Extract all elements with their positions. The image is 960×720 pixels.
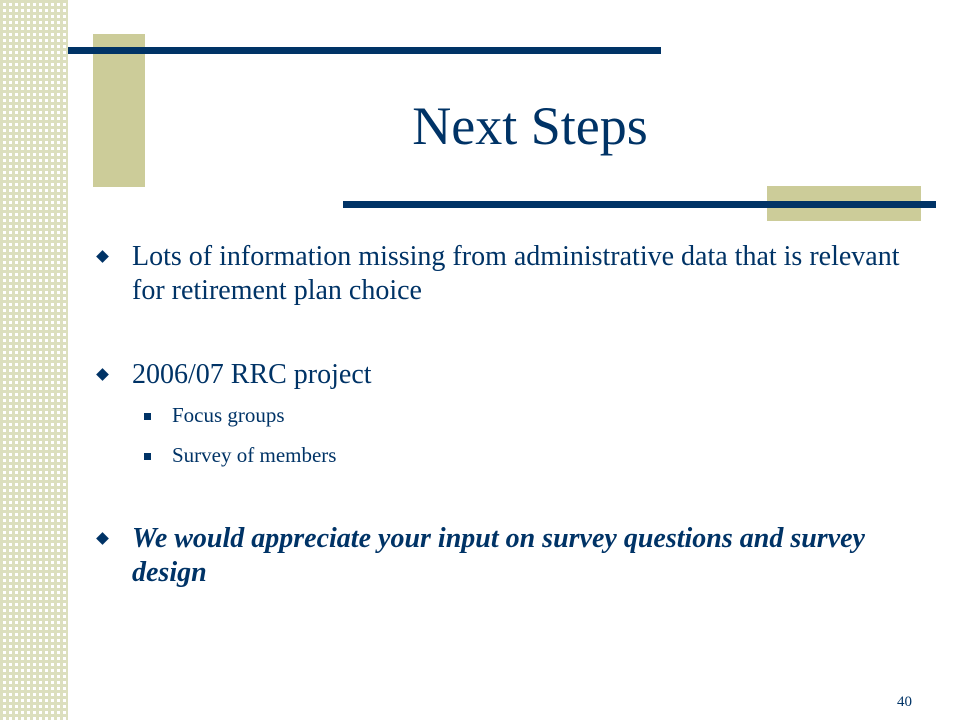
navy-rule-bottom bbox=[343, 201, 936, 208]
sub-bullet-list bbox=[96, 402, 916, 468]
page-number: 40 bbox=[897, 694, 912, 710]
square-bullet-icon bbox=[144, 453, 151, 460]
sub-bullet-text: Focus groups bbox=[172, 403, 285, 427]
diamond-bullet-icon bbox=[96, 368, 109, 381]
slide-title: Next Steps bbox=[412, 96, 648, 156]
sub-bullet-text: Survey of members bbox=[172, 443, 337, 467]
sub-bullet-item bbox=[96, 442, 916, 468]
square-bullet-icon bbox=[144, 413, 151, 420]
bullet-list bbox=[96, 236, 916, 590]
bullet-text: 2006/07 RRC project bbox=[132, 359, 372, 390]
left-hatched-strip bbox=[0, 0, 68, 720]
diamond-bullet-icon bbox=[96, 532, 109, 545]
bullet-text: Lots of information missing from administrative data that is relevant for retirement plan choice bbox=[132, 241, 900, 306]
bullet-item bbox=[96, 522, 916, 590]
sub-bullet-item bbox=[96, 402, 916, 428]
navy-rule-top bbox=[68, 47, 661, 54]
bullet-text: We would appreciate your input on survey questions and survey design bbox=[132, 523, 865, 588]
bullet-item bbox=[96, 358, 916, 392]
diamond-bullet-icon bbox=[96, 250, 109, 263]
khaki-accent-block-top bbox=[93, 34, 145, 187]
bullet-item bbox=[96, 240, 916, 308]
